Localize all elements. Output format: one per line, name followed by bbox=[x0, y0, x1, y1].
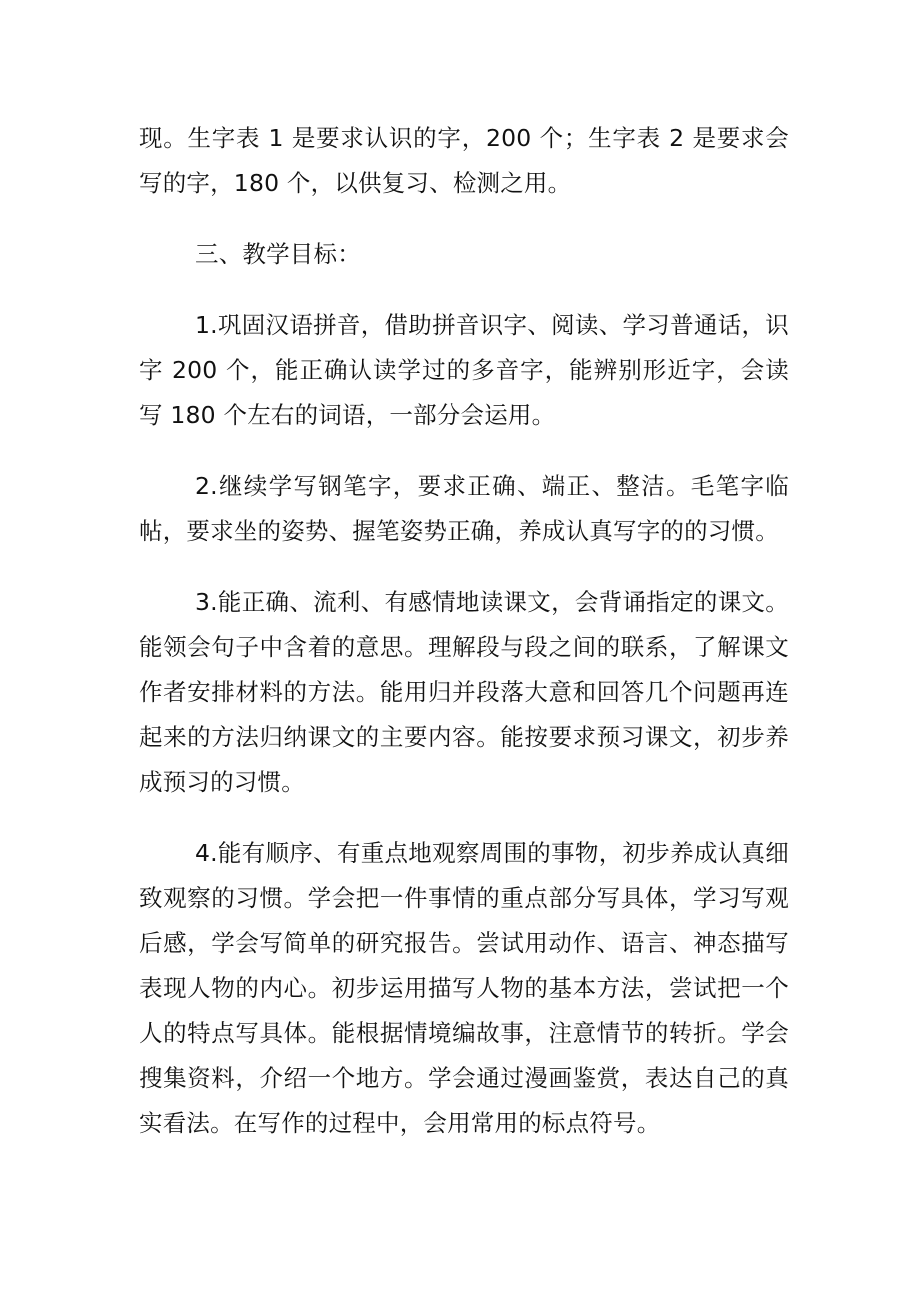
goal-item-1: 1.巩固汉语拼音，借助拼音识字、阅读、学习普通话，识字 200 个，能正确认读学过的多音字，能辨别形近字，会读写 180 个左右的词语，一部分会运用。 bbox=[139, 311, 789, 429]
goal-item-3: 3.能正确、流利、有感情地读课文，会背诵指定的课文。能领会句子中含着的意思。理解段与段之间的联系，了解课文作者安排材料的方法。能用归并段落大意和回答几个问题再连起来的方法归纳课文的主要内容。能按要求预习课文，初步养成预习的习惯。 bbox=[139, 588, 789, 796]
section-heading-teaching-goals: 三、教学目标： bbox=[195, 240, 361, 268]
goal-item-4: 4.能有顺序、有重点地观察周围的事物，初步养成认真细致观察的习惯。学会把一件事情的重点部分写具体，学习写观后感，学会写简单的研究报告。尝试用动作、语言、神态描写表现人物的内心。初步运用描写人物的基本方法，尝试把一个人的特点写具体。能根据情境编故事，注意情节的转折。学会搜集资料，介绍一个地方。学会通过漫画鉴赏，表达自己的真实看法。在写作的过程中，会用常用的标点符号。 bbox=[139, 839, 789, 1137]
paragraph-continuation: 现。生字表 1 是要求认识的字，200 个；生字表 2 是要求会写的字，180 个，以供复习、检测之用。 bbox=[139, 124, 789, 197]
goal-item-2: 2.继续学写钢笔字，要求正确、端正、整洁。毛笔字临帖，要求坐的姿势、握笔姿势正确，养成认真写字的的习惯。 bbox=[139, 472, 789, 545]
document-body bbox=[139, 116, 789, 1172]
